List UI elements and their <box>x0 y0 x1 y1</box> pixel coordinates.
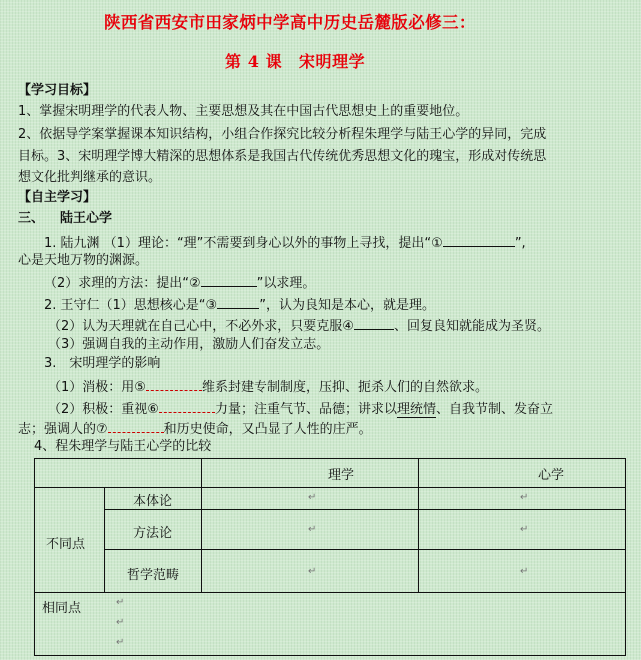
col-header-lixue: 理学 <box>328 468 355 483</box>
positive-line-2: 志；强调人的⑦ 和历史使命，又凸显了人性的庄严。 <box>18 419 372 438</box>
table-rule <box>34 592 626 593</box>
table-border-top <box>34 458 626 459</box>
table-border-right <box>625 458 626 656</box>
goal-line-4: 想文化批判继承的意识。 <box>18 170 162 185</box>
table-rule <box>201 458 202 593</box>
goal-line-2: 2、依据导学案掌握课本知识结构，小组合作探究比较分析程朱理学与陆王心学的异同，完成 <box>18 127 547 142</box>
blank-2[interactable] <box>201 273 257 287</box>
table-rule <box>104 509 626 510</box>
positive-line: （2）积极：重视⑥ 力量；注重气节、品德；讲求以理统情、自我节制、发奋立 <box>48 399 553 418</box>
paragraph-mark-icon: ↵ <box>116 637 125 648</box>
table-border-left <box>34 458 35 656</box>
lesson-title: 第 4 课 宋明理学 <box>225 52 366 71</box>
table-rule <box>104 487 105 593</box>
paragraph-mark-icon: ↵ <box>116 617 125 628</box>
q4-line: （2）认为天理就在自己心中，不必外求，只要克服④ 、回复良知就能成为圣贤。 <box>48 316 550 335</box>
blank-6[interactable] <box>159 399 215 413</box>
section-title: 陆王心学 <box>60 211 113 226</box>
paragraph-mark-icon: ↵ <box>520 492 529 503</box>
paragraph-mark-icon: ↵ <box>308 524 317 535</box>
negative-line: （1）消极：用⑤ 维系封建专制制度，压抑、扼杀人们的自然欲求。 <box>48 377 488 396</box>
goal-line-3: 目标。3、宋明理学博大精深的思想体系是我国古代传统优秀思想文化的瑰宝，形成对传统思 <box>18 149 547 164</box>
q1-line: 1. 陆九渊 （1）理论：“理”不需要到身心以外的事物上寻找，提出“① ”, <box>44 233 526 252</box>
paragraph-mark-icon: ↵ <box>520 566 529 577</box>
paragraph-mark-icon: ↵ <box>520 524 529 535</box>
row-label-ontology: 本体论 <box>133 494 173 509</box>
section-number: 三、 <box>18 211 45 226</box>
table-border-bottom <box>34 655 626 656</box>
blank-7[interactable] <box>108 419 164 433</box>
row-label-philosophy: 哲学范畴 <box>127 568 180 583</box>
paragraph-mark-icon: ↵ <box>116 597 125 608</box>
blank-1[interactable] <box>443 233 515 247</box>
page-title: 陕西省西安市田家炳中学高中历史岳麓版必修三： <box>104 13 476 32</box>
table-rule <box>104 549 626 550</box>
q1-line-2: 心是天地万物的渊源。 <box>18 253 149 268</box>
self-study-heading: 【自主学习】 <box>18 190 97 205</box>
goals-heading: 【学习目标】 <box>18 83 97 98</box>
paragraph-mark-icon: ↵ <box>308 492 317 503</box>
table-rule <box>418 458 419 593</box>
blank-5[interactable] <box>146 377 202 391</box>
q3-line: 2. 王守仁（1）思想核心是“③ ”，认为良知是本心，就是理。 <box>44 295 435 314</box>
q2-line: （2）求理的方法：提出“② ”以求理。 <box>44 273 315 292</box>
col-header-xinxue: 心学 <box>538 468 565 483</box>
paragraph-mark-icon: ↵ <box>308 566 317 577</box>
goal-line-1: 1、掌握宋明理学的代表人物、主要思想及其在中国古代思想史上的重要地位。 <box>18 104 469 119</box>
blank-4[interactable] <box>354 316 394 330</box>
comparison-heading: 4、程朱理学与陆王心学的比较 <box>34 439 212 454</box>
row-label-similarities: 相同点 <box>42 601 82 616</box>
table-rule <box>34 487 626 488</box>
row-group-differences: 不同点 <box>46 537 86 552</box>
blank-3[interactable] <box>217 295 259 309</box>
q5-line: （3）强调自我的主动作用，激励人们奋发立志。 <box>48 337 330 352</box>
row-label-method: 方法论 <box>133 526 173 541</box>
influence-heading: 3. 宋明理学的影响 <box>44 356 161 371</box>
